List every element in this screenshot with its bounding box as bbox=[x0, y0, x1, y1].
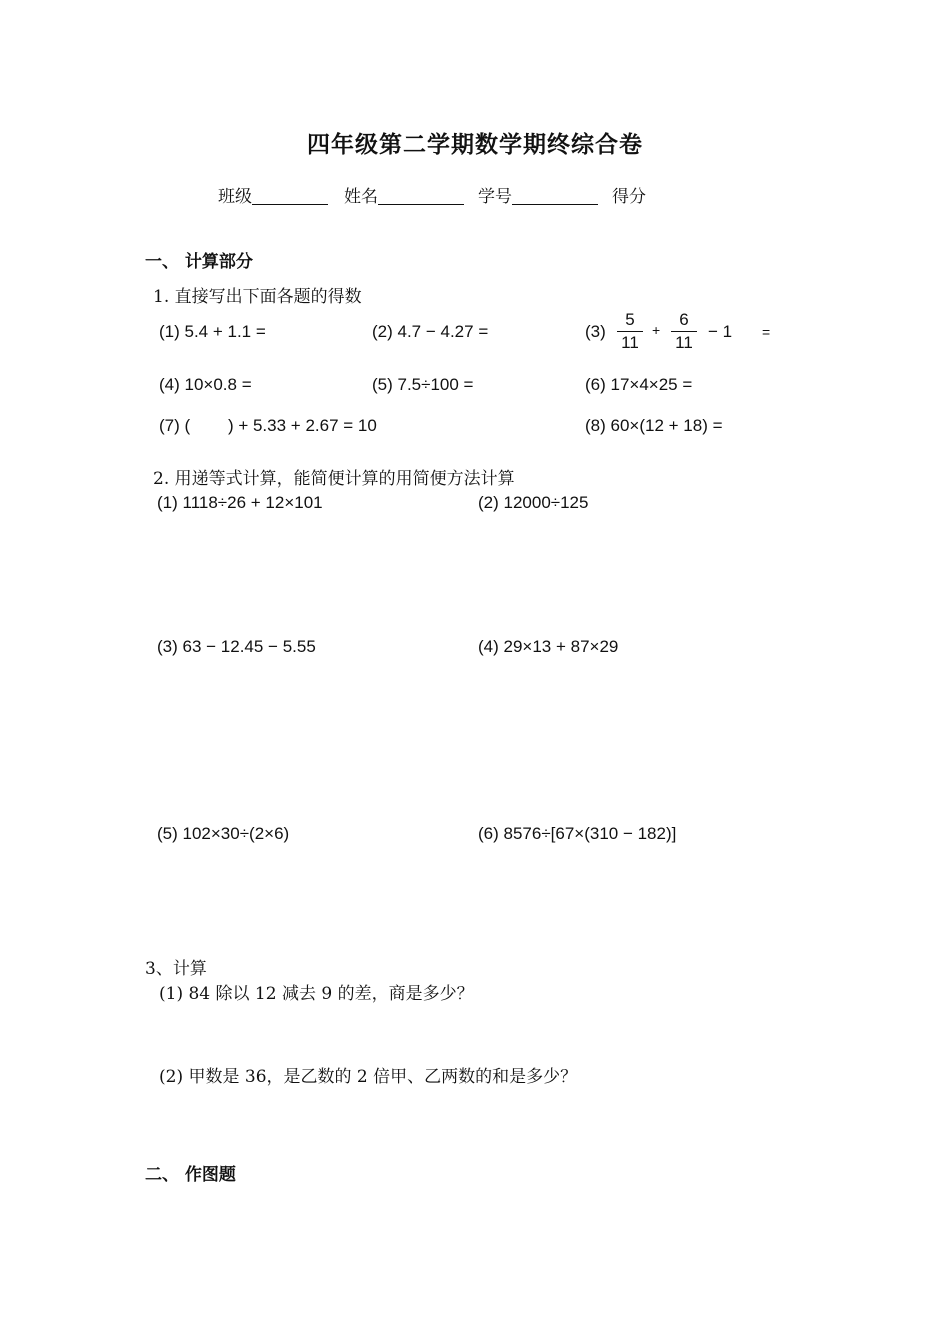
q1-item-7: (7) ( ) + 5.33 + 2.67 = 10 bbox=[159, 416, 377, 435]
student-number-blank[interactable] bbox=[512, 186, 598, 205]
q1-item-6: (6) 17×4×25 = bbox=[585, 375, 693, 394]
q1-item-5: (5) 7.5÷100 = bbox=[372, 375, 474, 394]
q1-item-4: (4) 10×0.8 = bbox=[159, 375, 252, 394]
q2-item-3: (3) 63 − 12.45 − 5.55 bbox=[157, 637, 316, 656]
q3-item-2: (2) 甲数是 36，是乙数的 2 倍甲、乙两数的和是多少？ bbox=[159, 1067, 578, 1087]
q1-item-1: (1) 5.4 + 1.1 = bbox=[159, 322, 266, 341]
class-label: 班级 bbox=[218, 187, 252, 207]
fraction-numerator: 6 bbox=[679, 310, 689, 329]
q3-item-1: (1) 84 除以 12 减去 9 的差，商是多少？ bbox=[159, 984, 474, 1004]
score-field bbox=[612, 182, 646, 207]
class-blank[interactable] bbox=[252, 186, 328, 205]
fraction-numerator: 5 bbox=[625, 310, 635, 329]
fraction-denominator: 11 bbox=[621, 333, 639, 352]
q2-prompt: 2. 用递等式计算，能简便计算的用简便方法计算 bbox=[153, 469, 515, 489]
fraction-denominator: 11 bbox=[675, 333, 693, 352]
score-label: 得分 bbox=[612, 187, 646, 207]
section1-heading: 一、 计算部分 bbox=[145, 252, 253, 272]
section2-heading: 二、 作图题 bbox=[145, 1165, 236, 1185]
q2-item-1: (1) 1118÷26 + 12×101 bbox=[157, 493, 323, 512]
q3-prompt: 3、计算 bbox=[145, 959, 207, 979]
q1-item-3-fraction-1 bbox=[617, 310, 643, 353]
q1-item-3-fraction-2 bbox=[671, 310, 697, 353]
name-blank[interactable] bbox=[378, 186, 464, 205]
fraction-bar bbox=[617, 331, 643, 332]
q1-item-3-label: (3) bbox=[585, 322, 606, 341]
fraction-bar bbox=[671, 331, 697, 332]
name-field bbox=[344, 182, 464, 207]
class-field bbox=[218, 182, 328, 207]
name-label: 姓名 bbox=[344, 187, 378, 207]
q2-item-6: (6) 8576÷[67×(310 − 182)] bbox=[478, 824, 677, 843]
q1-item-3-minus-one: − 1 bbox=[708, 322, 733, 341]
q2-item-2: (2) 12000÷125 bbox=[478, 493, 589, 512]
page-title: 四年级第二学期数学期终综合卷 bbox=[307, 131, 643, 158]
q1-item-3-equals: = bbox=[762, 324, 771, 340]
student-number-field bbox=[478, 182, 598, 207]
q1-prompt: 1. 直接写出下面各题的得数 bbox=[153, 287, 362, 307]
student-number-label: 学号 bbox=[478, 187, 512, 207]
q1-item-8: (8) 60×(12 + 18) = bbox=[585, 416, 723, 435]
q2-item-5: (5) 102×30÷(2×6) bbox=[157, 824, 290, 843]
q1-item-3-plus: + bbox=[652, 322, 661, 338]
q1-item-2: (2) 4.7 − 4.27 = bbox=[372, 322, 489, 341]
q2-item-4: (4) 29×13 + 87×29 bbox=[478, 637, 619, 656]
